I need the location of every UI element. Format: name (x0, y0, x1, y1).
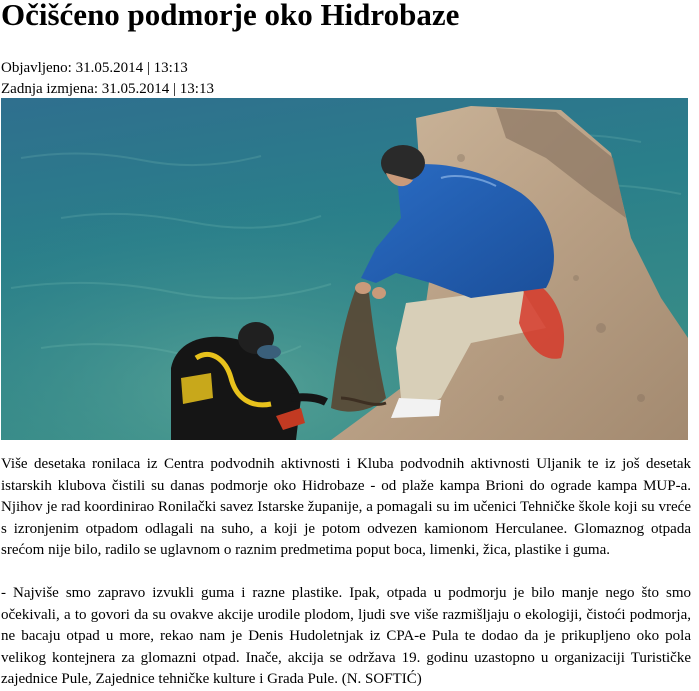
modified-date: Zadnja izmjena: 31.05.2014 | 13:13 (1, 81, 214, 97)
article-photo (1, 98, 688, 440)
article-title: Očišćeno podmorje oko Hidrobaze (1, 0, 460, 32)
article-paragraph: - Najviše smo zapravo izvukli guma i razne plastike. Ipak, otpada u podmorju je bilo manje nego što smo očekivali, a to govori da su ovakve akcije urodile plodom, ljudi sve više razmišljaju o ekologiji, čistoći podmorja, ne bacaju otpad u more, rekao nam je Denis Hudoletnjak iz CPA-e Pula te dodao da je prikupljeno oko pola velikog kontejnera za glomazni otpad. Inače, akcija se održava 19. godinu uzastopno u organizaciji Turističke zajednice Pule, Zajednice tehničke kulture i Grada Pule. (N. SOFTIĆ) (1, 585, 691, 688)
published-date: Objavljeno: 31.05.2014 | 13:13 (1, 60, 188, 76)
article-paragraph: Više desetaka ronilaca iz Centra podvodnih aktivnosti i Kluba podvodnih aktivnosti Uljanik te iz još desetak istarskih klubova čistili su danas podmorje oko Hidrobaze - od plaže kampa Brioni do ograde kampa MUP-a. Njihov je rad koordinirao Ronilački savez Istarske županije, a pomagali su im učenici Tehničke škole koji su vreće s izronjenim otpadom odlagali na suho, a koji je potom odvezen kamionom Herculanee. Glomaznog otpada srećom nije bilo, radilo se uglavnom o raznim predmetima poput boca, limenki, žica, plastike i guma. (1, 456, 691, 559)
